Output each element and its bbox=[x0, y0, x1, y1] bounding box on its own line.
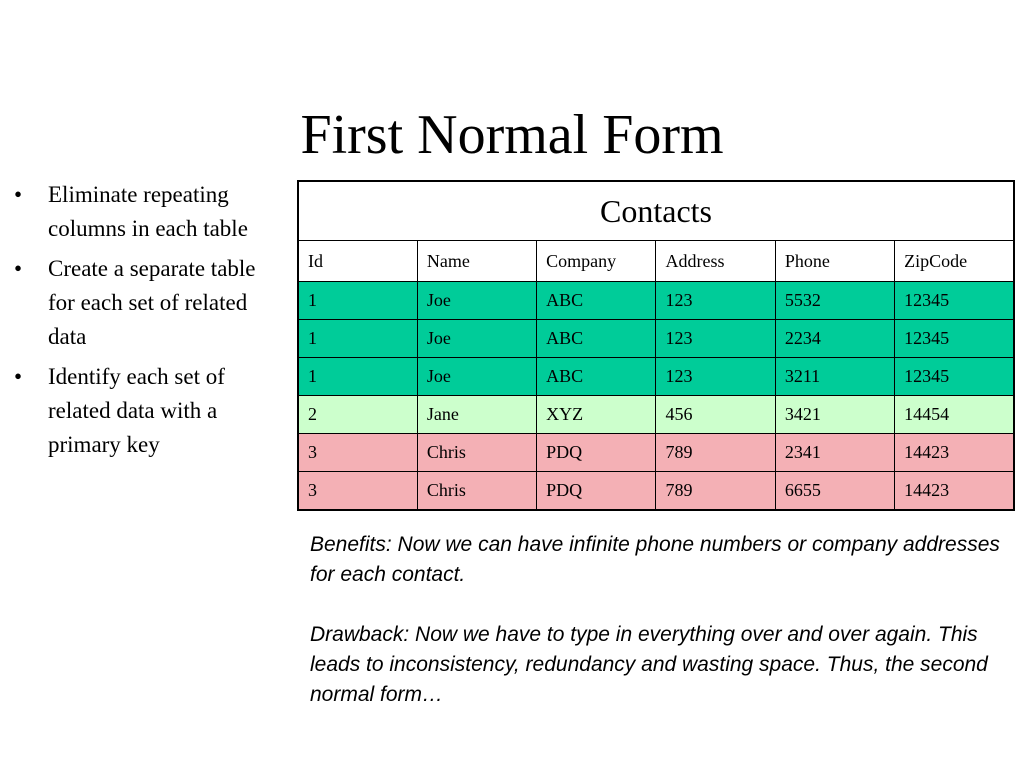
cell-name: Joe bbox=[417, 320, 536, 358]
table-row bbox=[298, 320, 1014, 358]
cell-name: Chris bbox=[417, 434, 536, 472]
cell-address: 123 bbox=[656, 320, 775, 358]
cell-company: ABC bbox=[537, 282, 656, 320]
cell-address: 789 bbox=[656, 472, 775, 511]
cell-company: PDQ bbox=[537, 472, 656, 511]
bullet-item bbox=[14, 178, 286, 246]
table-row bbox=[298, 472, 1014, 511]
table-caption-row bbox=[298, 181, 1014, 241]
cell-id: 1 bbox=[298, 282, 417, 320]
column-header-name: Name bbox=[417, 241, 536, 282]
cell-company: PDQ bbox=[537, 434, 656, 472]
bullet-item bbox=[14, 252, 286, 354]
cell-company: ABC bbox=[537, 320, 656, 358]
cell-zipcode: 12345 bbox=[895, 358, 1014, 396]
slide-title: First Normal Form bbox=[300, 104, 724, 166]
cell-name: Chris bbox=[417, 472, 536, 511]
cell-phone: 6655 bbox=[775, 472, 894, 511]
bullet-list bbox=[14, 178, 286, 468]
table-caption: Contacts bbox=[298, 181, 1014, 241]
cell-zipcode: 14454 bbox=[895, 396, 1014, 434]
bullet-text: Eliminate repeating columns in each table bbox=[48, 182, 248, 241]
column-header-address: Address bbox=[656, 241, 775, 282]
cell-phone: 2234 bbox=[775, 320, 894, 358]
cell-id: 3 bbox=[298, 434, 417, 472]
bullet-dot-icon: • bbox=[14, 256, 23, 281]
cell-phone: 3211 bbox=[775, 358, 894, 396]
cell-name: Joe bbox=[417, 358, 536, 396]
cell-name: Jane bbox=[417, 396, 536, 434]
cell-id: 1 bbox=[298, 358, 417, 396]
cell-id: 1 bbox=[298, 320, 417, 358]
cell-zipcode: 12345 bbox=[895, 282, 1014, 320]
table-row bbox=[298, 434, 1014, 472]
column-header-id: Id bbox=[298, 241, 417, 282]
benefits-note: Benefits: Now we can have infinite phone numbers or company addresses for each contact. bbox=[310, 533, 1000, 586]
cell-company: ABC bbox=[537, 358, 656, 396]
column-header-company: Company bbox=[537, 241, 656, 282]
cell-address: 123 bbox=[656, 358, 775, 396]
cell-phone: 2341 bbox=[775, 434, 894, 472]
column-header-phone: Phone bbox=[775, 241, 894, 282]
cell-phone: 3421 bbox=[775, 396, 894, 434]
notes-text bbox=[310, 530, 1010, 740]
cell-address: 789 bbox=[656, 434, 775, 472]
bullet-text: Identify each set of related data with a primary key bbox=[48, 364, 225, 457]
contacts-table bbox=[297, 180, 1015, 511]
bullet-item bbox=[14, 360, 286, 462]
bullet-dot-icon: • bbox=[14, 182, 23, 207]
table-row bbox=[298, 358, 1014, 396]
cell-id: 3 bbox=[298, 472, 417, 511]
cell-id: 2 bbox=[298, 396, 417, 434]
cell-zipcode: 14423 bbox=[895, 434, 1014, 472]
cell-phone: 5532 bbox=[775, 282, 894, 320]
drawback-note: Drawback: Now we have to type in everything over and over again. This leads to inconsistency, redundancy and wasting space. Thus, the second normal form… bbox=[310, 623, 988, 706]
table-row bbox=[298, 396, 1014, 434]
cell-zipcode: 14423 bbox=[895, 472, 1014, 511]
cell-address: 456 bbox=[656, 396, 775, 434]
table-row bbox=[298, 282, 1014, 320]
bullet-dot-icon: • bbox=[14, 364, 23, 389]
column-header-zipcode: ZipCode bbox=[895, 241, 1014, 282]
cell-company: XYZ bbox=[537, 396, 656, 434]
cell-address: 123 bbox=[656, 282, 775, 320]
cell-name: Joe bbox=[417, 282, 536, 320]
bullet-text: Create a separate table for each set of related data bbox=[48, 256, 256, 349]
table-header-row bbox=[298, 241, 1014, 282]
cell-zipcode: 12345 bbox=[895, 320, 1014, 358]
